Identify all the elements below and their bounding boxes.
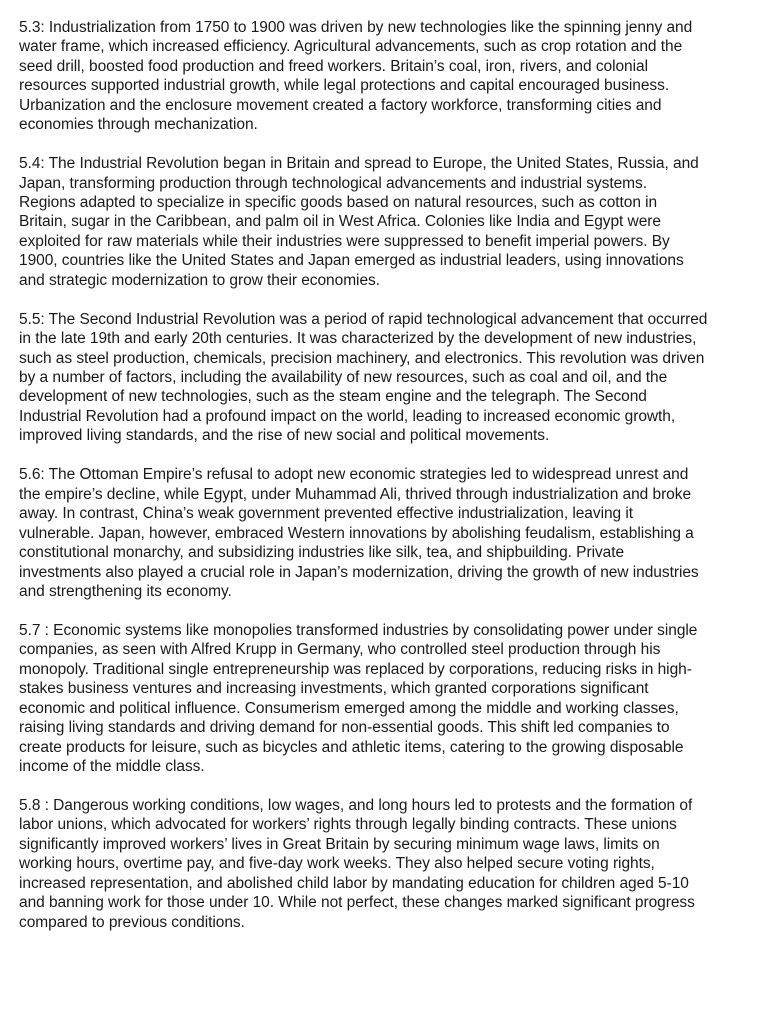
text-line: investments also played a crucial role in Japan’s modernization, driving the growth of new industries — [19, 563, 699, 581]
text-line: Britain, sugar in the Caribbean, and palm oil in West Africa. Colonies like India and Egypt were — [19, 213, 661, 231]
text-line: increased representation, and abolished child labor by mandating education for children aged 5-10 — [19, 874, 689, 892]
text-line: seed drill, boosted food production and freed workers. Britain’s coal, iron, rivers, and colonial — [19, 57, 648, 75]
text-line: working hours, overtime pay, and five-day work weeks. They also helped secure voting rights, — [19, 855, 655, 873]
text-line: in the late 19th and early 20th centuries. It was characterized by the development of new industries, — [19, 330, 697, 348]
text-line: Industrial Revolution had a profound impact on the world, leading to increased economic growth, — [19, 407, 676, 425]
text-line: economies through mechanization. — [19, 116, 258, 134]
text-line: the empire’s decline, while Egypt, under Muhammad Ali, thrived through industrialization and broke — [19, 485, 692, 503]
text-line: 5.7 : Economic systems like monopolies transformed industries by consolidating power under single — [19, 621, 698, 639]
text-line: 5.3: Industrialization from 1750 to 1900 was driven by new technologies like the spinning jenny and — [19, 19, 693, 36]
text-line: resources supported industrial growth, while legal protections and capital encouraged business. — [19, 77, 670, 95]
text-line: significantly improved workers’ lives in Great Britain by securing minimum wage laws, limits on — [19, 835, 660, 853]
text-line: raising living standards and driving demand for non-essential goods. This shift led companies to — [19, 719, 670, 737]
paragraph-5-7 — [19, 621, 759, 777]
text-line: improved living standards, and the rise of new social and political movements. — [19, 427, 550, 445]
text-line: stakes business ventures and increasing investments, which granted corporations significant — [19, 680, 649, 698]
text-line: constitutional monarchy, and subsidizing industries like silk, tea, and shipbuilding. Private — [19, 544, 625, 562]
paragraph-5-3 — [19, 18, 759, 135]
text-line: vulnerable. Japan, however, embraced Western innovations by abolishing feudalism, establishing a — [19, 524, 694, 542]
paragraph-5-6 — [19, 465, 759, 601]
text-line: economic and political influence. Consumerism emerged among the middle and working classes, — [19, 699, 679, 717]
paragraph-5-4 — [19, 154, 759, 290]
text-line: and strengthening its economy. — [19, 582, 232, 600]
text-line: 5.6: The Ottoman Empire’s refusal to adopt new economic strategies led to widespread unrest and — [19, 466, 689, 484]
text-line: and strategic modernization to grow their economies. — [19, 271, 380, 289]
text-line: and banning work for those under 10. While not perfect, these changes marked significant progress — [19, 894, 695, 912]
text-line: away. In contrast, China’s weak government prevented effective industrialization, leaving it — [19, 505, 634, 523]
text-line: labor unions, which advocated for workers’ rights through legally binding contracts. These unions — [19, 816, 677, 834]
text-line: Japan, transforming production through technological advancements and industrial systems. — [19, 174, 647, 192]
text-line: water frame, which increased efficiency. Agricultural advancements, such as crop rotation and the — [19, 38, 683, 56]
text-line: 1900, countries like the United States and Japan emerged as industrial leaders, using innovations — [19, 252, 684, 270]
text-line: 5.4: The Industrial Revolution began in Britain and spread to Europe, the United States, Russia, and — [19, 155, 699, 173]
text-line: 5.8 : Dangerous working conditions, low wages, and long hours led to protests and the formation of — [19, 796, 693, 814]
text-line: compared to previous conditions. — [19, 913, 245, 931]
text-line: income of the middle class. — [19, 757, 205, 775]
text-line: exploited for raw materials while their industries were suppressed to benefit imperial powers. By — [19, 232, 670, 250]
text-line: Regions adapted to specialize in specific goods based on natural resources, such as cotton in — [19, 194, 658, 212]
text-line: 5.5: The Second Industrial Revolution was a period of rapid technological advancement that occurred — [19, 310, 708, 328]
text-line: by a number of factors, including the availability of new resources, such as coal and oil, and the — [19, 369, 668, 387]
document-body — [19, 18, 759, 951]
text-line: development of new technologies, such as the steam engine and the telegraph. The Second — [19, 388, 647, 406]
paragraph-5-5 — [19, 310, 759, 446]
text-line: Urbanization and the enclosure movement created a factory workforce, transforming cities and — [19, 96, 662, 114]
paragraph-5-8 — [19, 796, 759, 932]
text-line: companies, as seen with Alfred Krupp in Germany, who controlled steel production through his — [19, 641, 661, 659]
text-line: create products for leisure, such as bicycles and athletic items, catering to the growing disposable — [19, 738, 684, 756]
text-line: monopoly. Traditional single entrepreneurship was replaced by corporations, reducing risks in high- — [19, 660, 692, 678]
text-line: such as steel production, chemicals, precision machinery, and electronics. This revolution was driven — [19, 349, 705, 367]
